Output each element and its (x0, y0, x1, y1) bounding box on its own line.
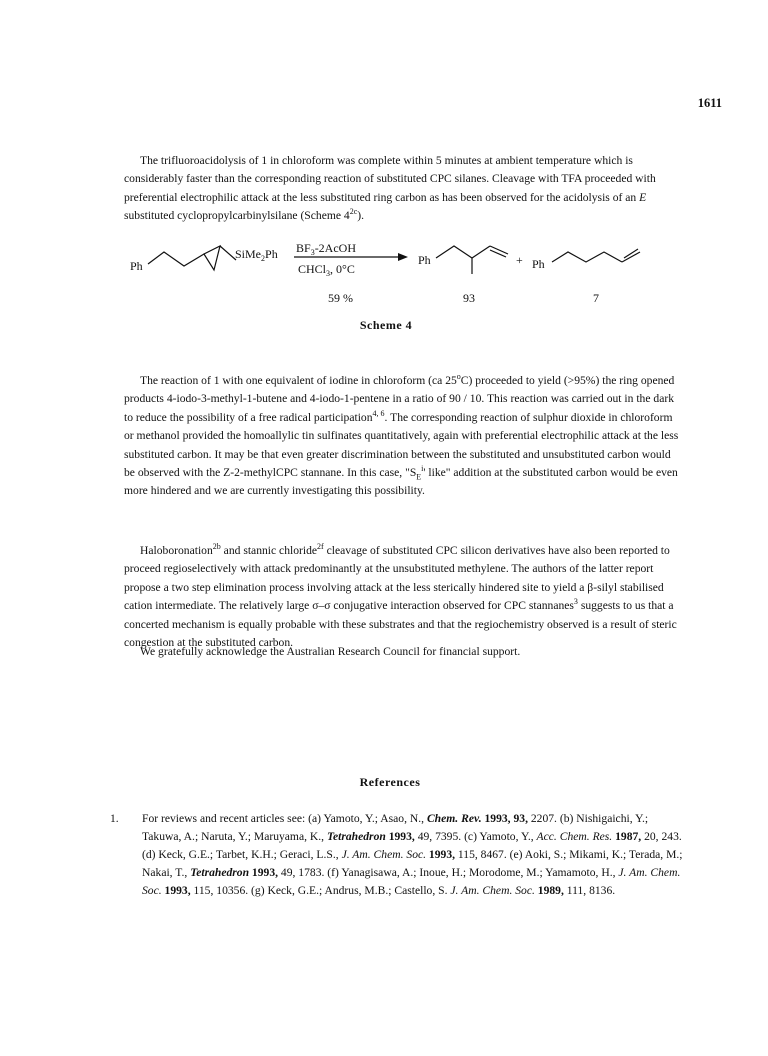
reactant-silyl-label: SiMe$_2$Ph (235, 247, 278, 263)
ref-volume-4: 1993, (426, 848, 456, 861)
para3-text-c: cleavage of substituted CPC silicon derivatives have also been reported to proceed regioselectively with attack predominantly at the unsubstituted methylene. The authors of the latter report propose a two step elimination process involving attack at the less sterically hindered site to yield a β-silyl stabilised cation intermediate. The relatively large σ–σ conjugative interaction observed for CPC stannanes (124, 544, 670, 613)
reference-text (142, 810, 690, 900)
paragraph-acknowledgement: We gratefully acknowledge the Australian Research Council for financial support. (140, 645, 521, 658)
plus-sign: + (516, 253, 523, 267)
product1-double-bond (490, 246, 508, 254)
ref-volume-6: 1993, (161, 884, 191, 897)
para2-text-d: ' like" addition at the substituted carbon would be even more hindered and we are currently investigating this possibility. (124, 466, 678, 498)
page-number: 1611 (697, 96, 722, 110)
para2-text-c: . The corresponding reaction of sulphur dioxide in chloroform or methanol provided the homoallylic tin sulfinates quantitatively, again with preferential electrophilic attack at the less substituted carbon. It may be that even greater discrimination between the substituted and unsubstituted carbon would be observed with the Z-2-methylCPC stannane. In this case, "S (124, 410, 679, 480)
paragraph-haloboronation (124, 542, 684, 652)
ref-text-5: 115, 8467. (e) Aoki, S.; Mikami, K.; Terada, M.; Nakai, T., (142, 848, 683, 879)
product1-skeleton-bonds (436, 246, 490, 258)
ref-volume-1: 1993, 93, (481, 812, 528, 825)
para3-citation-2: 2f (317, 542, 324, 552)
ref-journal-2: Tetrahedron (326, 830, 386, 843)
ref-journal-6: J. Am. Chem. Soc. (142, 866, 681, 897)
ref-text-7: 115, 10356. (g) Keck, G.E.; Andrus, M.B.; Castello, S. (190, 884, 451, 897)
scheme-caption: Scheme 4 (359, 318, 413, 332)
silyl-chain-bonds (220, 246, 236, 260)
para3-citation-3: 3 (573, 597, 578, 607)
para1-text-c: ). (357, 209, 365, 223)
product1-double-bond-2 (490, 250, 506, 257)
reagent-top: $BF_3-2AcOH$ (296, 241, 357, 257)
para3-citation-1: 2b (212, 542, 221, 552)
ref-text-3: 49, 7395. (c) Yamoto, Y., (414, 830, 537, 843)
ref-journal-7: J. Am. Chem. Soc. (450, 884, 535, 897)
ref-volume-2: 1993, (385, 830, 415, 843)
para2-se-sup: i (421, 464, 424, 474)
ref-volume-5: 1993, (249, 866, 279, 879)
reactant-ph-label: Ph (130, 259, 143, 273)
ref-journal-5: Tetrahedron (190, 866, 250, 879)
para3-text-d: suggests to us that a concerted mechanism is equally probable with these substrates and that the regiochemistry observed is a result of steric congestion at the substituted carbon. (124, 599, 677, 650)
para1-text-a: The trifluoroacidolysis of 1 in chloroform was complete within 5 minutes at ambient temperature which is considerably faster than the corresponding reaction of substituted CPC silanes. Cleavage with TFA proceeded with preferential electrophilic attack at the less substituted ring carbon as has been observed for the acidolysis of an (124, 154, 656, 204)
para2-se-sub: E (416, 472, 422, 482)
para3-text-b: and stannic chloride (220, 544, 318, 557)
ref-volume-3: 1987, (612, 830, 642, 843)
product2-ratio: 7 (593, 291, 599, 305)
product2-ph-label: Ph (532, 257, 545, 271)
cyclopropane-ring (204, 246, 220, 270)
para2-text-b: C) proceeded to yield (>95%) the ring opened products 4-iodo-3-methyl-1-butene and 4-iodo-1-pentene in a ratio of 90 / 10. This reaction was carried out in the dark to reduce the possibility of a free radical participation (124, 374, 675, 424)
paragraph-acidolysis (124, 152, 684, 226)
references-heading: References (359, 775, 421, 789)
ref-journal-1: Chem. Rev. (426, 812, 482, 825)
ref-text-1: For reviews and recent articles see: (a) Yamoto, Y.; Asao, N., (142, 812, 427, 825)
reference-number: 1. (110, 812, 119, 825)
ref-text-8: 111, 8136. (563, 884, 616, 897)
reagent-bottom: CHCl$_3$, 0°C (298, 262, 355, 278)
ref-journal-3: Acc. Chem. Res. (536, 830, 613, 843)
ref-volume-7: 1989, (534, 884, 564, 897)
scheme-drawing (118, 232, 658, 312)
para2-degree: o (456, 372, 461, 382)
paragraph-iodine-reaction (124, 372, 684, 501)
product1-ratio: 93 (463, 291, 475, 305)
reaction-arrowhead (398, 253, 408, 261)
para1-citation: 2c (349, 207, 358, 217)
ref-text-4: 20, 243. (d) Keck, G.E.; Tarbet, K.H.; Geraci, L.S., (142, 830, 682, 861)
reactant-chain-bonds (148, 252, 204, 266)
para2-citation: 4, 6 (372, 408, 385, 418)
para1-text-b: substituted cyclopropylcarbinylsilane (Scheme 4 (124, 209, 350, 223)
ref-journal-4: J. Am. Chem. Soc. (341, 848, 427, 861)
ref-text-6: 49, 1783. (f) Yanagisawa, A.; Inoue, H.; Morodome, M.; Yamamoto, H., (278, 866, 619, 879)
para1-e-italic: E (639, 190, 647, 204)
para2-text-a: The reaction of 1 with one equivalent of iodine in chloroform (ca 25 (140, 374, 457, 387)
yield-label: 59 % (328, 291, 353, 305)
product2-skeleton-bonds (552, 252, 622, 262)
para3-text-a: Haloboronation (140, 544, 213, 557)
ref-text-2: 2207. (b) Nishigaichi, Y.; Takuwa, A.; Naruta, Y.; Maruyama, K., (142, 812, 649, 843)
product1-ph-label: Ph (418, 253, 431, 267)
